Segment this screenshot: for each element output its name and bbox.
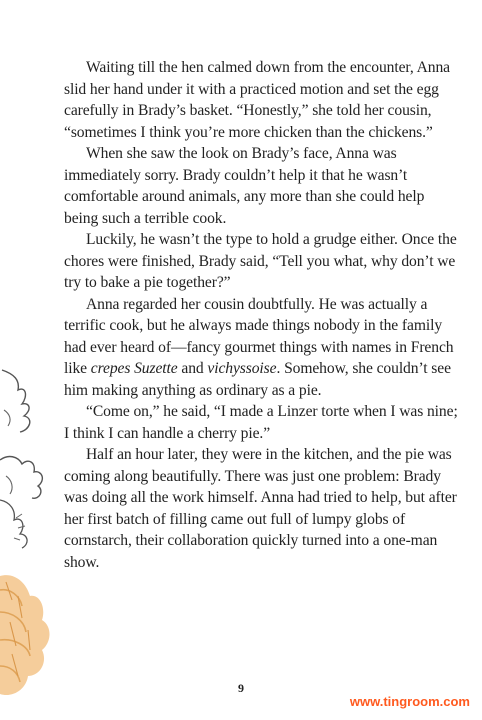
paragraph — [64, 229, 458, 294]
watermark: www.tingroom.com — [349, 694, 470, 709]
paragraph — [64, 444, 458, 573]
chicken-sketch-illustration — [0, 350, 62, 720]
paragraph — [64, 57, 458, 143]
text-run: . Somehow, she couldn’t see him making anything as ordinary as a pie. — [64, 360, 451, 399]
page-number: 9 — [238, 681, 244, 695]
italic-text: crepes Suzette — [90, 360, 178, 377]
text-run: “Come on,” he said, “I made a Linzer torte when I was nine; I think I can handle a cherry pie.” — [64, 403, 458, 442]
italic-text: vichyssoise — [207, 360, 277, 377]
paragraph — [64, 294, 458, 402]
text-run: and — [177, 360, 208, 377]
paragraph — [64, 143, 458, 229]
text-run: Anna regarded her cousin doubtfully. He was actually a terrific cook, but he always made things nobody in the family had ever heard of—fancy gourmet things with names in French like — [64, 295, 454, 377]
text-run: Waiting till the hen calmed down from the encounter, Anna slid her hand under it with a practiced motion and set the egg carefully in Brady’s basket. “Honestly,” she told her cousin, “sometimes I think you’re more chicken than the chickens.” — [64, 59, 450, 141]
text-run: Luckily, he wasn’t the type to hold a grudge either. Once the chores were finished, Brady said, “Tell you what, why don’t we try to bake a pie together?” — [64, 231, 457, 291]
text-run: Half an hour later, they were in the kitchen, and the pie was coming along beautifully. There was just one problem: Brady was doing all the work himself. Anna had tried to help, but after her first batch of filling came out full of lumpy globs of cornstarch, their collaboration quickly turned into a one-man show. — [64, 446, 457, 571]
body-text — [64, 57, 458, 573]
paragraph — [64, 401, 458, 444]
text-run: When she saw the look on Brady’s face, Anna was immediately sorry. Brady couldn’t help it that he wasn’t comfortable around animals, any more than she could help being such a terrible cook. — [64, 145, 425, 227]
